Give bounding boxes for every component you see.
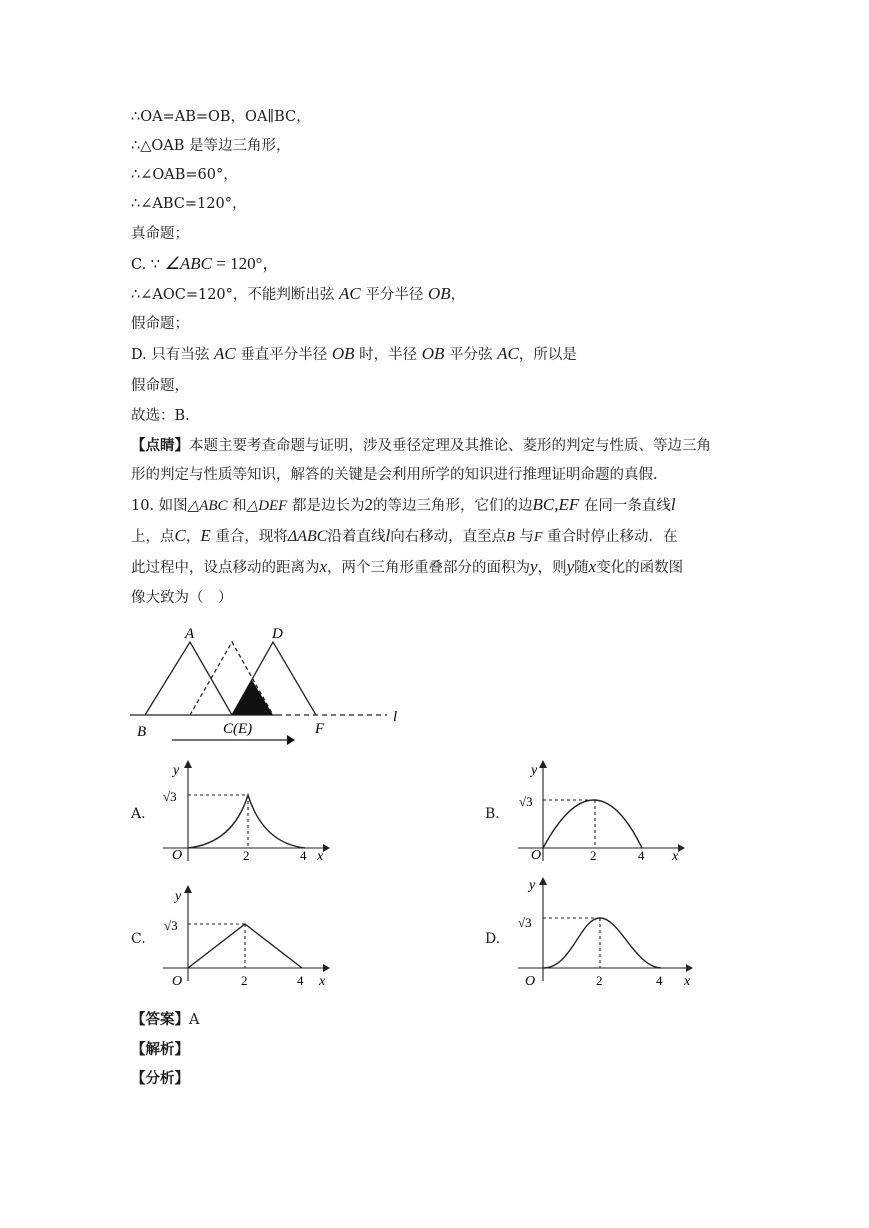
tick-2: 2 [241,973,248,988]
y-arrow [184,760,192,768]
origin-label: O [172,848,183,863]
x-label: x [317,849,324,864]
y-label: y [175,889,182,904]
label-ce: C(E) [223,721,253,737]
text-run: 本题主要考查命题与证明，涉及垂径定理及其推论、菱形的判定与性质、等边三角 [189,438,711,454]
x-arrow [323,844,330,852]
math-tri-abc: △ABC [187,498,228,514]
tick-4: 4 [297,973,304,988]
math-ob: OB [421,344,445,363]
option-a-label: A. [131,806,146,822]
analysis-heading: 【解析】 [131,1041,189,1058]
tick-4: 4 [300,848,307,863]
text-run: 10. 如图 [131,498,188,514]
y-arrow [539,760,547,768]
sqrt3-label: √3 [163,789,177,804]
text-run: 重合，现将 [210,529,288,545]
math-bc: BC [532,495,555,514]
x-arrow [678,844,685,852]
text-run: 重合时停止移动．在 [542,529,678,545]
y-arrow [184,885,192,893]
curve-b [543,800,642,848]
text-run: 沿着直线 [327,529,386,545]
text-run: 和 [227,498,247,514]
x-arrow [323,964,330,972]
reasoning-heading: 【分析】 [131,1070,189,1087]
x-label: x [672,849,679,864]
text-run: 平分弦 [444,347,498,363]
comment-line-2: 形的判定与性质等知识，解答的关键是会利用所学的知识进行推理证明命题的真假. [131,467,658,483]
question-10-line-2 [131,526,678,548]
math-two: 2 [364,495,373,514]
label-d: D [272,626,283,642]
tick-4: 4 [638,848,645,863]
math-ob: OB [427,284,451,303]
tick-2: 2 [590,848,597,863]
origin-label: O [525,974,536,989]
text-run: ，两个三角形重叠部分的面积为 [327,560,531,576]
answer-heading: 【答案】 [131,1011,189,1028]
question-10-line-1 [131,495,676,516]
text-run: 的等边三角形，它们的边 [372,498,533,514]
curve-a [188,795,305,848]
math-b: B [506,530,515,545]
curve-d [543,918,661,968]
option-d-graph [510,872,700,992]
math-ac: AC [339,284,361,303]
text-run: ，所以是 [518,347,577,363]
text-run: 向右移动，直至点 [390,529,507,545]
option-a-graph [155,757,335,867]
origin-label: O [531,848,542,863]
math-ob: OB [331,344,355,363]
comment-heading: 【点睛】 [131,437,189,454]
origin-label: O [172,974,183,989]
math-tri-def: △DEF [246,498,288,514]
y-label: y [531,763,538,778]
option-c-line [131,254,279,275]
proof-line-3: ∴∠OAB=60°， [131,167,238,183]
math-f: F [533,530,543,545]
text-run: 平分半径 [360,287,428,303]
triangle-abc [145,642,232,715]
math-delta-abc: ΔABC [287,528,328,545]
text-run: ∴∠AOC=120°，不能判断出弦 [131,287,340,303]
question-10-line-4: 像大致为（ ） [131,590,233,606]
label-b: B [137,724,147,740]
math-y: y [566,557,575,576]
label-a: A [185,626,195,642]
text-run: 与 [514,529,534,545]
y-arrow [539,877,547,885]
math-l: l [670,495,676,514]
math-ac: AC [213,344,236,363]
text-run: ， [185,529,201,545]
math-e: E [200,526,211,545]
y-label: y [173,763,180,778]
text-run: 变化的函数图 [596,560,684,576]
option-c-label: C. [131,931,146,947]
text-run: 上，点 [131,529,175,545]
x-label: x [319,974,326,989]
math-ef: EF [558,495,580,514]
choice-line: 故选：B. [131,408,190,424]
math-angle-abc: ∠ABC [164,254,212,273]
triangle-figure [125,622,425,752]
proof-line-4: ∴∠ABC=120°， [131,196,247,212]
proof-line-2: ∴△OAB 是等边三角形， [131,138,291,154]
math-y: y [530,557,538,576]
math-value: = 120°， [212,254,280,273]
text-run: 此过程中，设点移动的距离为 [131,560,320,576]
label-f: F [315,721,325,737]
label-l: l [393,709,398,725]
tick-4: 4 [656,973,663,988]
math-x: x [588,557,597,576]
math-ac: AC [497,344,519,363]
proof-line-5: 真命题； [131,226,189,242]
text-run: 在同一条直线 [579,498,671,514]
proof-line-8: 假命题； [131,316,189,332]
comment-line-1 [131,436,711,456]
text-run: 随 [574,560,589,576]
text-run: ，则 [537,560,567,576]
option-d-label: D. [485,931,501,947]
question-10-line-3 [131,557,683,578]
sqrt3-label: √3 [164,918,178,933]
proof-line-1: ∴OA=AB=OB，OA∥BC， [131,109,311,125]
text-run: ， [450,287,466,303]
proof-line-10: 假命题， [131,378,189,394]
answer-value: A [189,1012,200,1028]
answer-line [131,1010,199,1030]
sqrt3-label: √3 [519,794,533,809]
x-arrow [686,964,693,972]
math-comma: , [554,495,559,514]
tick-2: 2 [243,848,250,863]
tick-2: 2 [596,973,603,988]
text-run: 时，半径 [354,347,422,363]
text-run: 都是边长为 [287,498,365,514]
move-arrow-head [287,735,295,745]
text-run: D. 只有当弦 [131,347,214,363]
text-run: C. ∵ [131,257,165,273]
y-label: y [529,878,536,893]
text-run: 垂直平分半径 [235,347,332,363]
math-x: x [319,557,328,576]
math-l: l [385,526,391,545]
overlap-region [232,680,273,715]
option-b-label: B. [485,806,500,822]
option-c-reason [131,284,465,305]
option-c-graph [155,880,335,995]
option-d-line [131,344,577,365]
option-b-graph [510,757,690,867]
x-label: x [684,974,691,989]
math-c: C [174,526,186,545]
sqrt3-label: √3 [518,915,532,930]
